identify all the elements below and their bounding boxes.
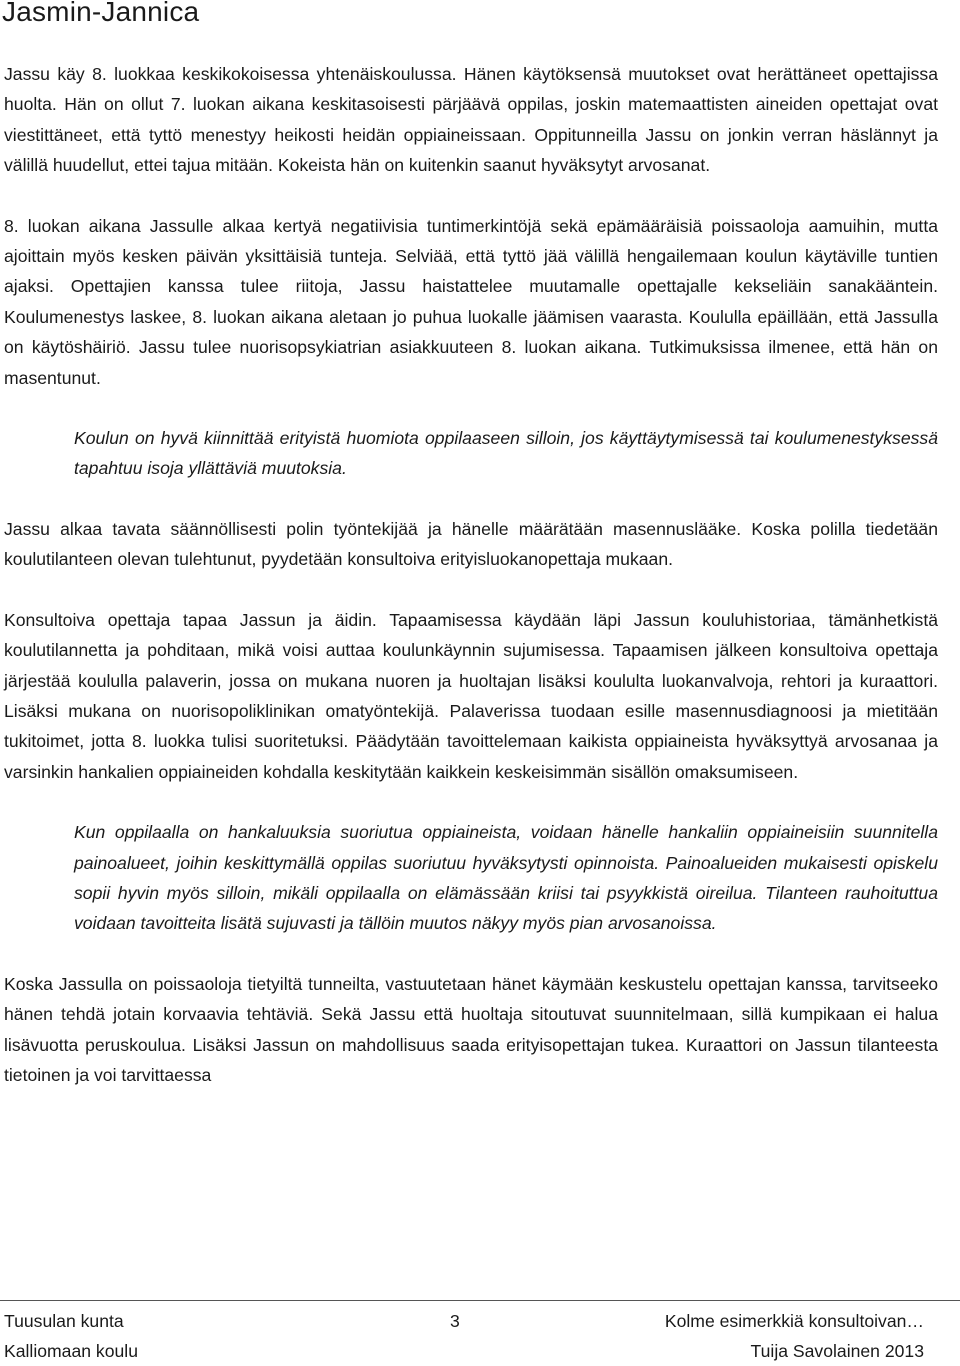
paragraph-absences: Koska Jassulla on poissaoloja tietyiltä tunneilta, vastuutetaan hänet käymään keskustelu opettajan kanssa, tarvitseeko hänen tehdä jotain korvaavia tehtäviä. Sekä Jassu että huoltaja sitoutuvat suunnitelmaan, sillä kumpikaan ei halua lisävuotta peruskoulua. Lisäksi Jassun on mahdollisuus saada erityisopettajan tukea. Kuraattori on Jassun tilanteesta tietoinen ja voi tarvittaessa xyxy=(4,973,938,1085)
paragraph-medication: Jassu alkaa tavata säännöllisesti polin työntekijää ja hänelle määrätään masennuslääke. Koska polilla tiedetään koulutilanteen olevan tulehtunut, pyydetään konsultoiva erityisluokanopettaja mukaan. xyxy=(4,518,938,570)
document-body xyxy=(4,59,938,1090)
footer-row-bottom xyxy=(4,1336,924,1366)
page-title: Jasmin-Jannica xyxy=(2,0,200,27)
highlight-note-focus-areas: Kun oppilaalla on hankaluuksia suoriutua oppiaineista, voidaan hänelle hankaliin oppiaineisiin suunnitella painoalueet, joihin keskittymällä oppilas suoriutuu hyväksytysti opinnoista. Painoalueiden mukaisesti opiskelu sopii hyvin myös silloin, mikäli oppilaalla on elämässään kriisi tai psyykkistä oireilua. Tilanteen rauhoituttua voidaan tavoitteita lisätä sujuvasti ja tällöin muutos näkyy myös pian arvosanoissa. xyxy=(74,822,938,934)
paragraph-intro: Jassu käy 8. luokkaa keskikokoisessa yhtenäiskoulussa. Hänen käytöksensä muutokset ovat herättäneet opettajissa huolta. Hän on ollut 7. luokan aikana keskitasoisesti pärjäävä oppilas, joskin matemaattisten aineiden opettajat ovat viestittäneet, että tyttö menestyy heikosti heidän oppiaineissaan. Oppitunneilla Jassu on jonkin verran häslännyt ja välillä huudellut, ettei tajua mitään. Kokeista hän on kuitenkin saanut hyväksytyt arvosanat. xyxy=(4,64,938,176)
paragraph-grade-8: 8. luokan aikana Jassulle alkaa kertyä negatiivisia tuntimerkintöjä sekä epämääräisiä poissaoloja aamuihin, mutta ajoittain myös kesken päivän yksittäisiä tunteja. Selviää, että tyttö jää välillä hengailemaan koulun käytäville tuntien ajaksi. Opettajien kanssa tulee riitoja, Jassu haistattelee muutamalle opettajalle kekseliäin sanakääntein. Koulumenestys laskee, 8. luokan aikana aletaan jo puhua luokalle jäämisen vaarasta. Koululla epäillään, että Jassulla on käytöshäiriö. Jassu tulee nuorisopsykiatrian asiakkuuteen 8. luokan aikana. Tutkimuksissa ilmenee, että hän on masentunut. xyxy=(4,215,938,388)
footer-divider xyxy=(0,1300,960,1301)
highlight-note-behaviour: Koulun on hyvä kiinnittää erityistä huomiota oppilaaseen silloin, jos käyttäytymisessä tai koulumenestyksessä tapahtuu isoja yllättäviä muutoksia. xyxy=(74,428,938,479)
footer-author: Tuija Savolainen 2013 xyxy=(750,1341,924,1361)
footer-row-top xyxy=(4,1306,924,1336)
footer-document-title: Kolme esimerkkiä konsultoivan… xyxy=(664,1311,924,1331)
footer-school: Kalliomaan koulu xyxy=(4,1341,138,1361)
page-number: 3 xyxy=(450,1311,460,1331)
paragraph-consultation: Konsultoiva opettaja tapaa Jassun ja äidin. Tapaamisessa käydään läpi Jassun kouluhistoriaa, tämänhetkistä koulutilannetta ja pohditaan, mikä voisi auttaa koulunkäynnin sujumisessa. Tapaamisen jälkeen konsultoiva opettaja järjestää koululla palaverin, jossa on mukana nuoren ja huoltajan lisäksi koululta luokanvalvoja, rehtori ja kuraattori. Lisäksi mukana on nuorisopoliklinikan omatyöntekijä. Palaverissa tuodaan esille masennusdiagnoosi ja mietitään tukitoimet, jotta 8. luokka tulisi suoritetuksi. Päädytään tavoittelemaan kaikista oppiaineista hyväksyttyä arvosanaa ja varsinkin hankalien oppiaineiden kohdalla keskitytään kaikkein keskeisimmän sisällön omaksumiseen. xyxy=(4,609,938,782)
page-footer xyxy=(4,1306,924,1366)
footer-municipality: Tuusulan kunta xyxy=(4,1311,124,1331)
